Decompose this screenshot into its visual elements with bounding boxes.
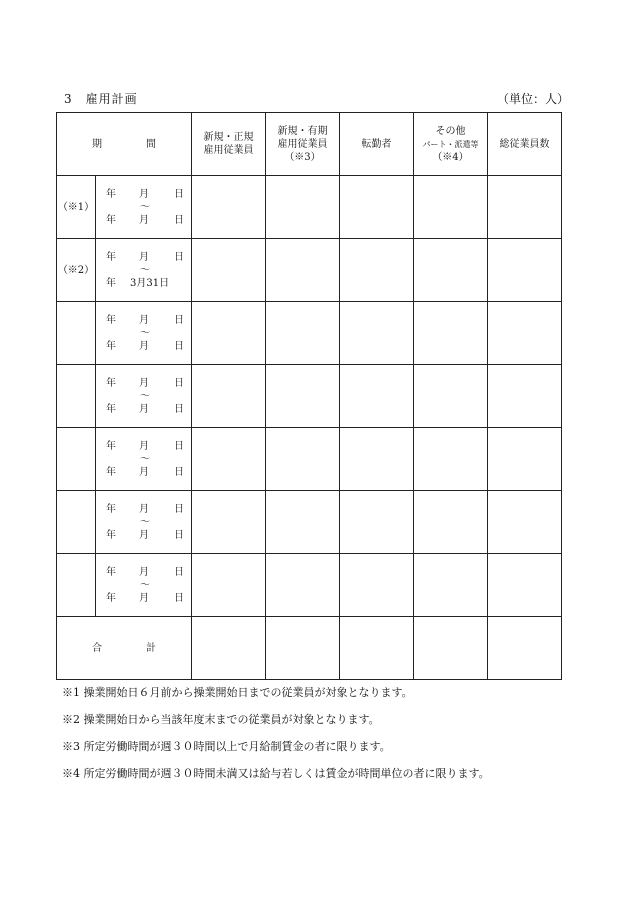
- footnote: ※2 操業開始日から当該年度末までの従業員が対象となります。: [62, 713, 380, 726]
- input-cell[interactable]: [192, 617, 266, 680]
- table-row: [57, 428, 562, 491]
- section-title: 3 雇用計画: [64, 92, 138, 106]
- input-cell[interactable]: [340, 302, 414, 365]
- input-cell[interactable]: [192, 239, 266, 302]
- input-cell[interactable]: [266, 617, 340, 680]
- footnote: ※4 所定労働時間が週３０時間未満又は給与若しくは賃金が時間単位の者に限ります。: [62, 767, 490, 780]
- input-cell[interactable]: [266, 491, 340, 554]
- table-row: [57, 302, 562, 365]
- input-cell[interactable]: [488, 239, 562, 302]
- input-cell[interactable]: [414, 302, 488, 365]
- input-cell[interactable]: [192, 365, 266, 428]
- input-cell[interactable]: [266, 176, 340, 239]
- table-row: [57, 554, 562, 617]
- input-cell[interactable]: [488, 365, 562, 428]
- input-cell[interactable]: [340, 554, 414, 617]
- input-cell[interactable]: [340, 365, 414, 428]
- input-cell[interactable]: [340, 239, 414, 302]
- input-cell[interactable]: [266, 302, 340, 365]
- input-cell[interactable]: [340, 491, 414, 554]
- input-cell[interactable]: [488, 428, 562, 491]
- period-cell: 年 月 日 ～ 年 月 日: [96, 365, 192, 428]
- employment-plan-table: [56, 112, 562, 680]
- input-cell[interactable]: [414, 554, 488, 617]
- total-label: 合 計: [57, 617, 192, 680]
- input-cell[interactable]: [414, 239, 488, 302]
- input-cell[interactable]: [488, 491, 562, 554]
- row-note: （※2）: [57, 239, 96, 302]
- row-note: [57, 428, 96, 491]
- input-cell[interactable]: [414, 176, 488, 239]
- header-new-fixed-term: 新規・有期 雇用従業員 （※3）: [266, 113, 340, 176]
- period-cell: 年 月 日 ～ 年 月 日: [96, 428, 192, 491]
- footnotes: [62, 686, 582, 794]
- input-cell[interactable]: [414, 428, 488, 491]
- period-header: 期 間: [57, 113, 192, 176]
- input-cell[interactable]: [266, 365, 340, 428]
- table-row: [57, 491, 562, 554]
- table-row: [57, 176, 562, 239]
- row-note: （※1）: [57, 176, 96, 239]
- row-note: [57, 302, 96, 365]
- row-note: [57, 491, 96, 554]
- table-row: [57, 365, 562, 428]
- input-cell[interactable]: [192, 302, 266, 365]
- input-cell[interactable]: [192, 491, 266, 554]
- input-cell[interactable]: [340, 176, 414, 239]
- input-cell[interactable]: [340, 617, 414, 680]
- input-cell[interactable]: [192, 176, 266, 239]
- period-cell: 年 月 日 ～ 年 月 日: [96, 554, 192, 617]
- header-total-employees: 総従業員数: [488, 113, 562, 176]
- input-cell[interactable]: [488, 617, 562, 680]
- period-cell: 年 月 日 ～ 年 3月31日: [96, 239, 192, 302]
- footnote: ※3 所定労働時間が週３０時間以上で月給制賃金の者に限ります。: [62, 740, 391, 753]
- input-cell[interactable]: [266, 428, 340, 491]
- header-row: [57, 113, 562, 176]
- input-cell[interactable]: [414, 365, 488, 428]
- input-cell[interactable]: [488, 176, 562, 239]
- header-new-regular: 新規・正規 雇用従業員: [192, 113, 266, 176]
- input-cell[interactable]: [414, 491, 488, 554]
- input-cell[interactable]: [414, 617, 488, 680]
- total-row: [57, 617, 562, 680]
- input-cell[interactable]: [488, 302, 562, 365]
- row-note: [57, 365, 96, 428]
- input-cell[interactable]: [192, 428, 266, 491]
- table-row: [57, 239, 562, 302]
- input-cell[interactable]: [266, 239, 340, 302]
- header-other: その他 パート・派遣等 （※4）: [414, 113, 488, 176]
- input-cell[interactable]: [488, 554, 562, 617]
- input-cell[interactable]: [192, 554, 266, 617]
- input-cell[interactable]: [266, 554, 340, 617]
- unit-label: （単位：人）: [497, 92, 570, 106]
- header-transferees: 転勤者: [340, 113, 414, 176]
- period-cell: 年 月 日 ～ 年 月 日: [96, 491, 192, 554]
- input-cell[interactable]: [340, 428, 414, 491]
- row-note: [57, 554, 96, 617]
- period-cell: 年 月 日 ～ 年 月 日: [96, 176, 192, 239]
- footnote: ※1 操業開始日６月前から操業開始日までの従業員が対象となります。: [62, 686, 413, 699]
- period-cell: 年 月 日 ～ 年 月 日: [96, 302, 192, 365]
